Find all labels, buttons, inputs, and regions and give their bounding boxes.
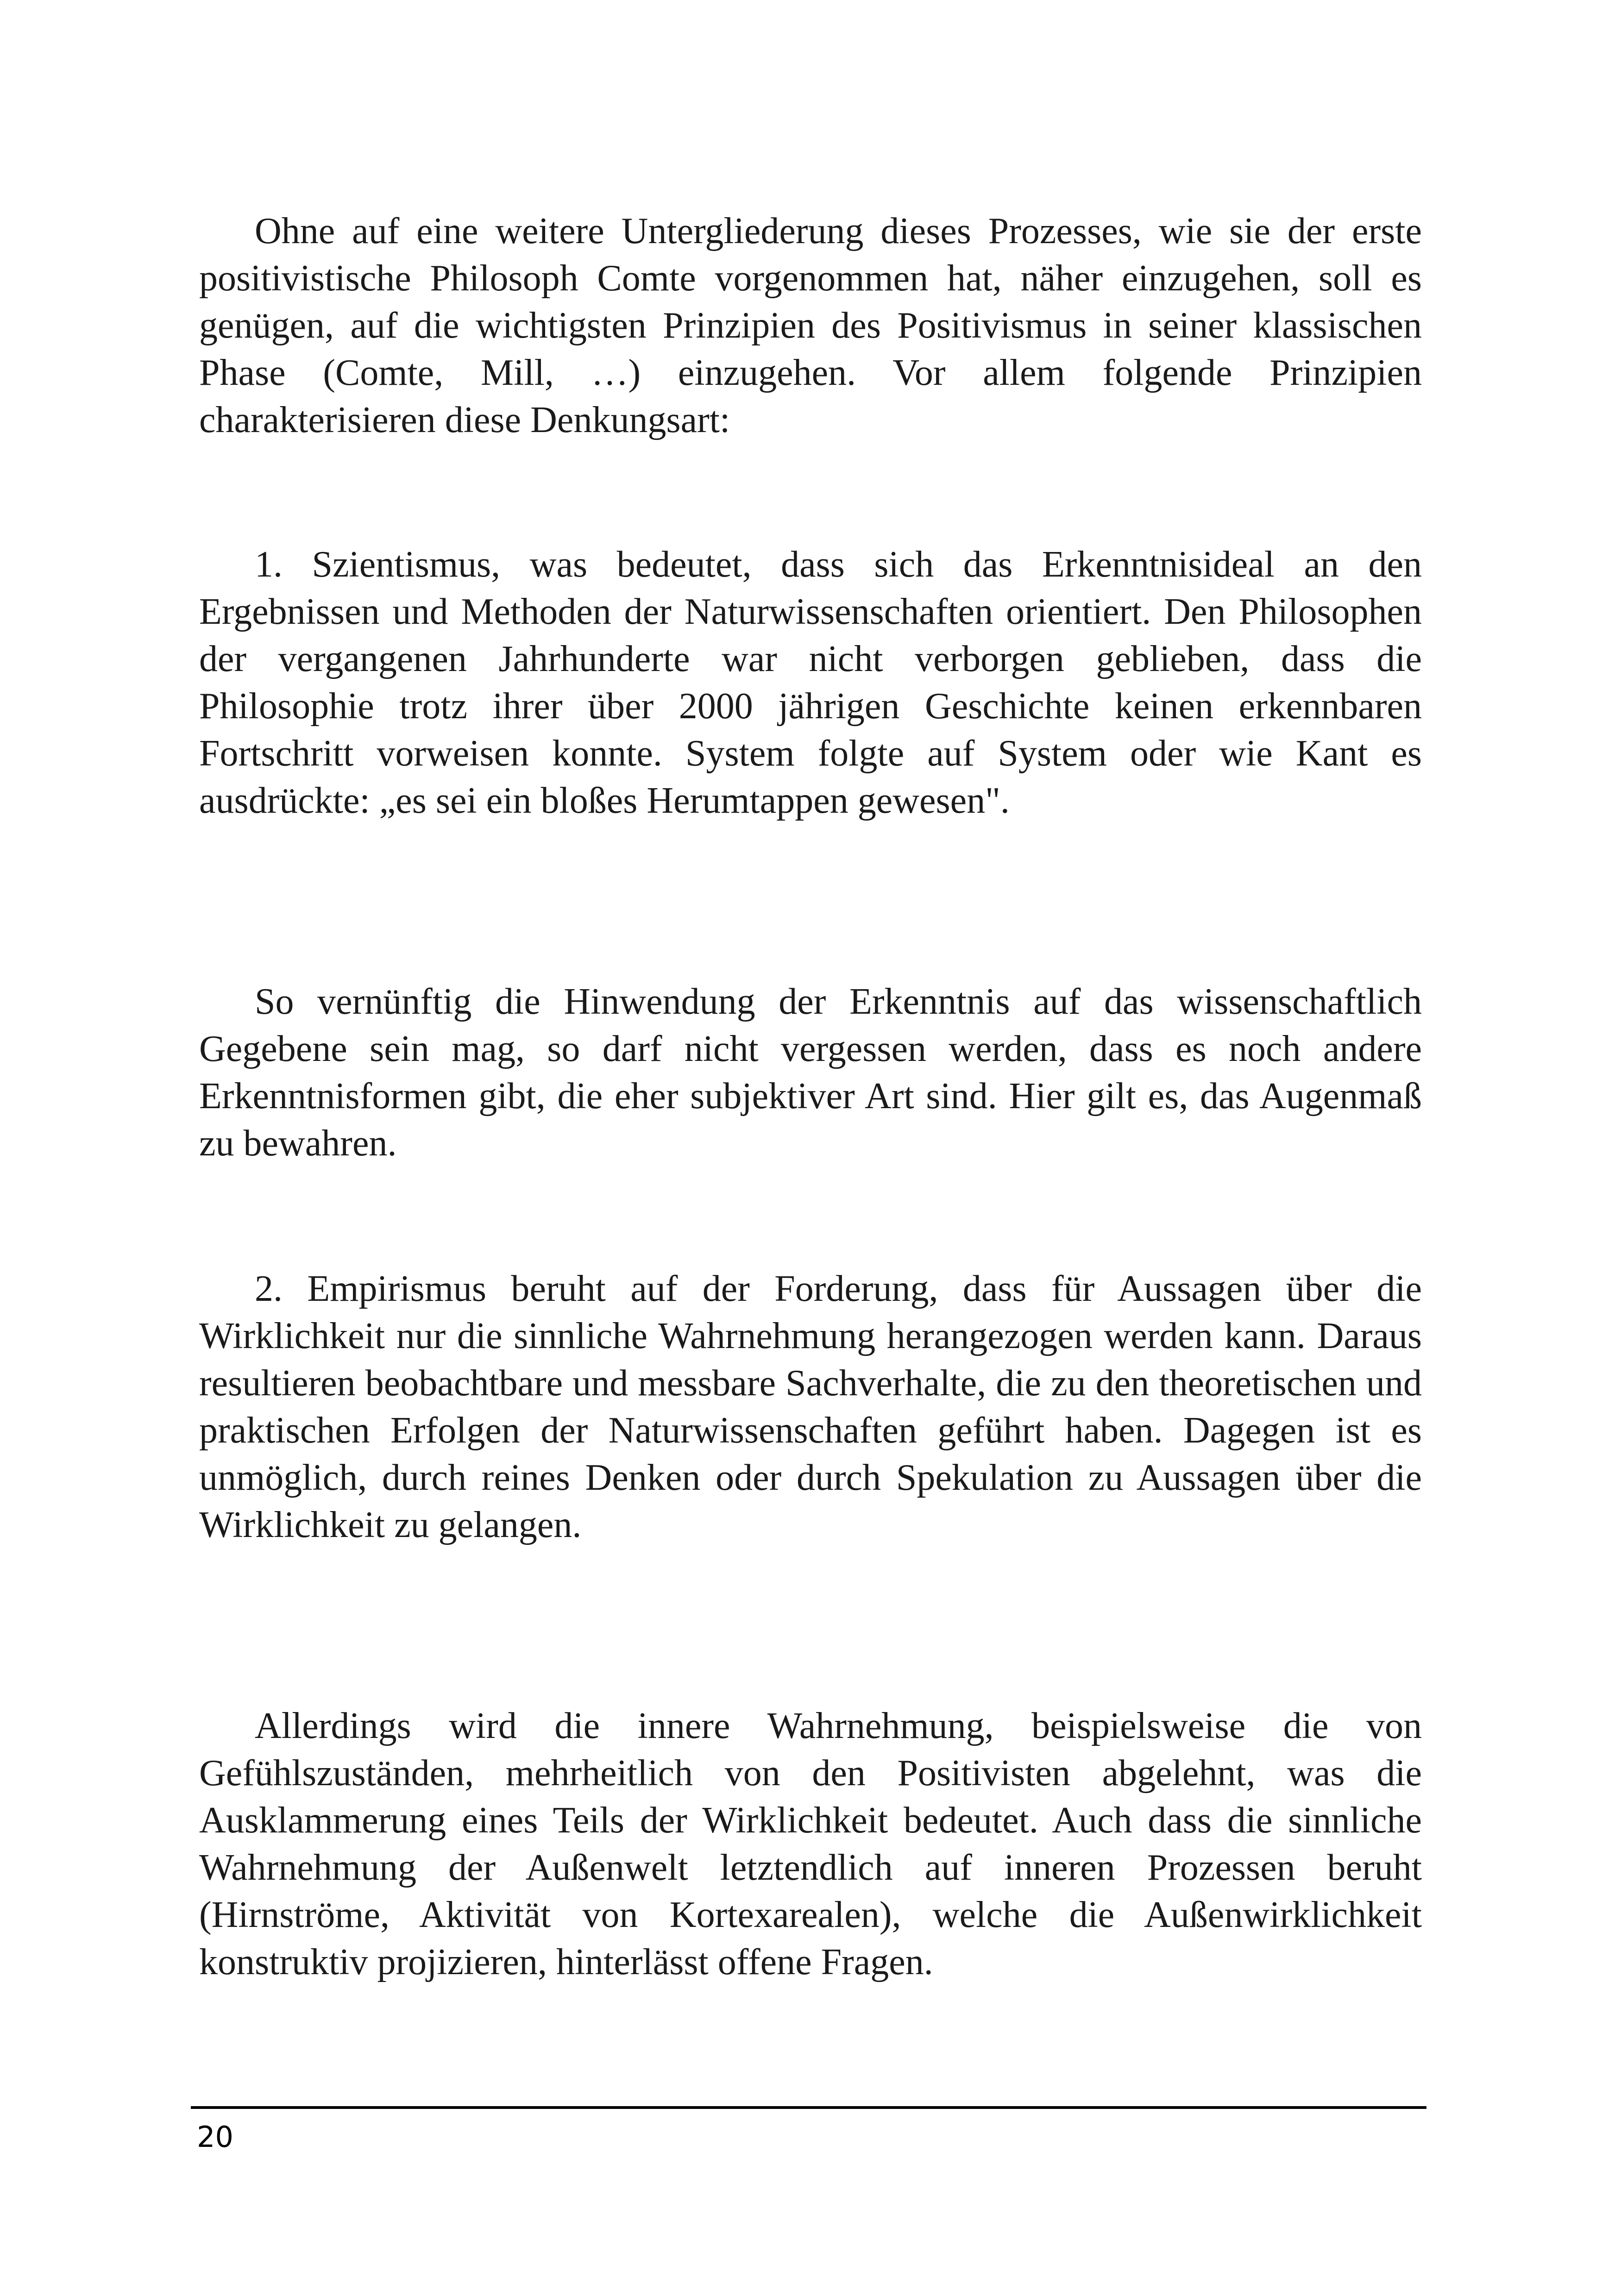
page-number: 20	[197, 2120, 233, 2154]
paragraph-intro: Ohne auf eine weitere Untergliederung dieses Prozesses, wie sie der erste positivistische Philosoph Comte vorgenommen hat, näher einzugehen, soll es genügen, auf die wichtigsten Prinzipien des Positivismus in seiner klassischen Phase (Comte, Mill, …) einzugehen. Vor allem folgende Prinzipien charakterisieren diese Denkungsart:	[199, 211, 1422, 440]
paragraph-szientismus: 1. Szientismus, was bedeutet, dass sich das Erkenntnisideal an den Ergebnissen und Methoden der Naturwissenschaften orientiert. Den Philosophen der vergangenen Jahrhunderte war nicht verborgen geblieben, dass die Philosophie trotz ihrer über 2000 jährigen Geschichte keinen erkennbaren Fortschritt vorweisen konnte. System folgte auf System oder wie Kant es ausdrückte: „es sei ein bloßes Herumtappen gewesen".	[199, 544, 1422, 821]
paragraph-innere-wahrnehmung: Allerdings wird die innere Wahrnehmung, beispielsweise die von Gefühlszuständen, mehrheitlich von den Positivisten abgelehnt, was die Ausklammerung eines Teils der Wirklichkeit bedeutet. Auch dass die sinnliche Wahrnehmung der Außenwelt letztendlich auf inneren Prozessen beruht (Hirnströme, Aktivität von Kortexarealen), welche die Außenwirklichkeit konstruktiv projizieren, hinterlässt offene Fragen.	[199, 1706, 1422, 1982]
footer-divider	[191, 2106, 1426, 2109]
paragraph-hinwendung: So vernünftig die Hinwendung der Erkenntnis auf das wissenschaftlich Gegebene sein mag, so darf nicht vergessen werden, dass es noch andere Erkenntnisformen gibt, die eher subjektiver Art sind. Hier gilt es, das Augenmaß zu bewahren.	[199, 981, 1422, 1164]
paragraph-empirismus: 2. Empirismus beruht auf der Forderung, dass für Aussagen über die Wirklichkeit nur die sinnliche Wahrnehmung herangezogen werden kann. Daraus resultieren beobachtbare und messbare Sachverhalte, die zu den theoretischen und praktischen Erfolgen der Naturwissenschaften geführt haben. Dagegen ist es unmöglich, durch reines Denken oder durch Spekulation zu Aussagen über die Wirklichkeit zu gelangen.	[199, 1268, 1422, 1545]
